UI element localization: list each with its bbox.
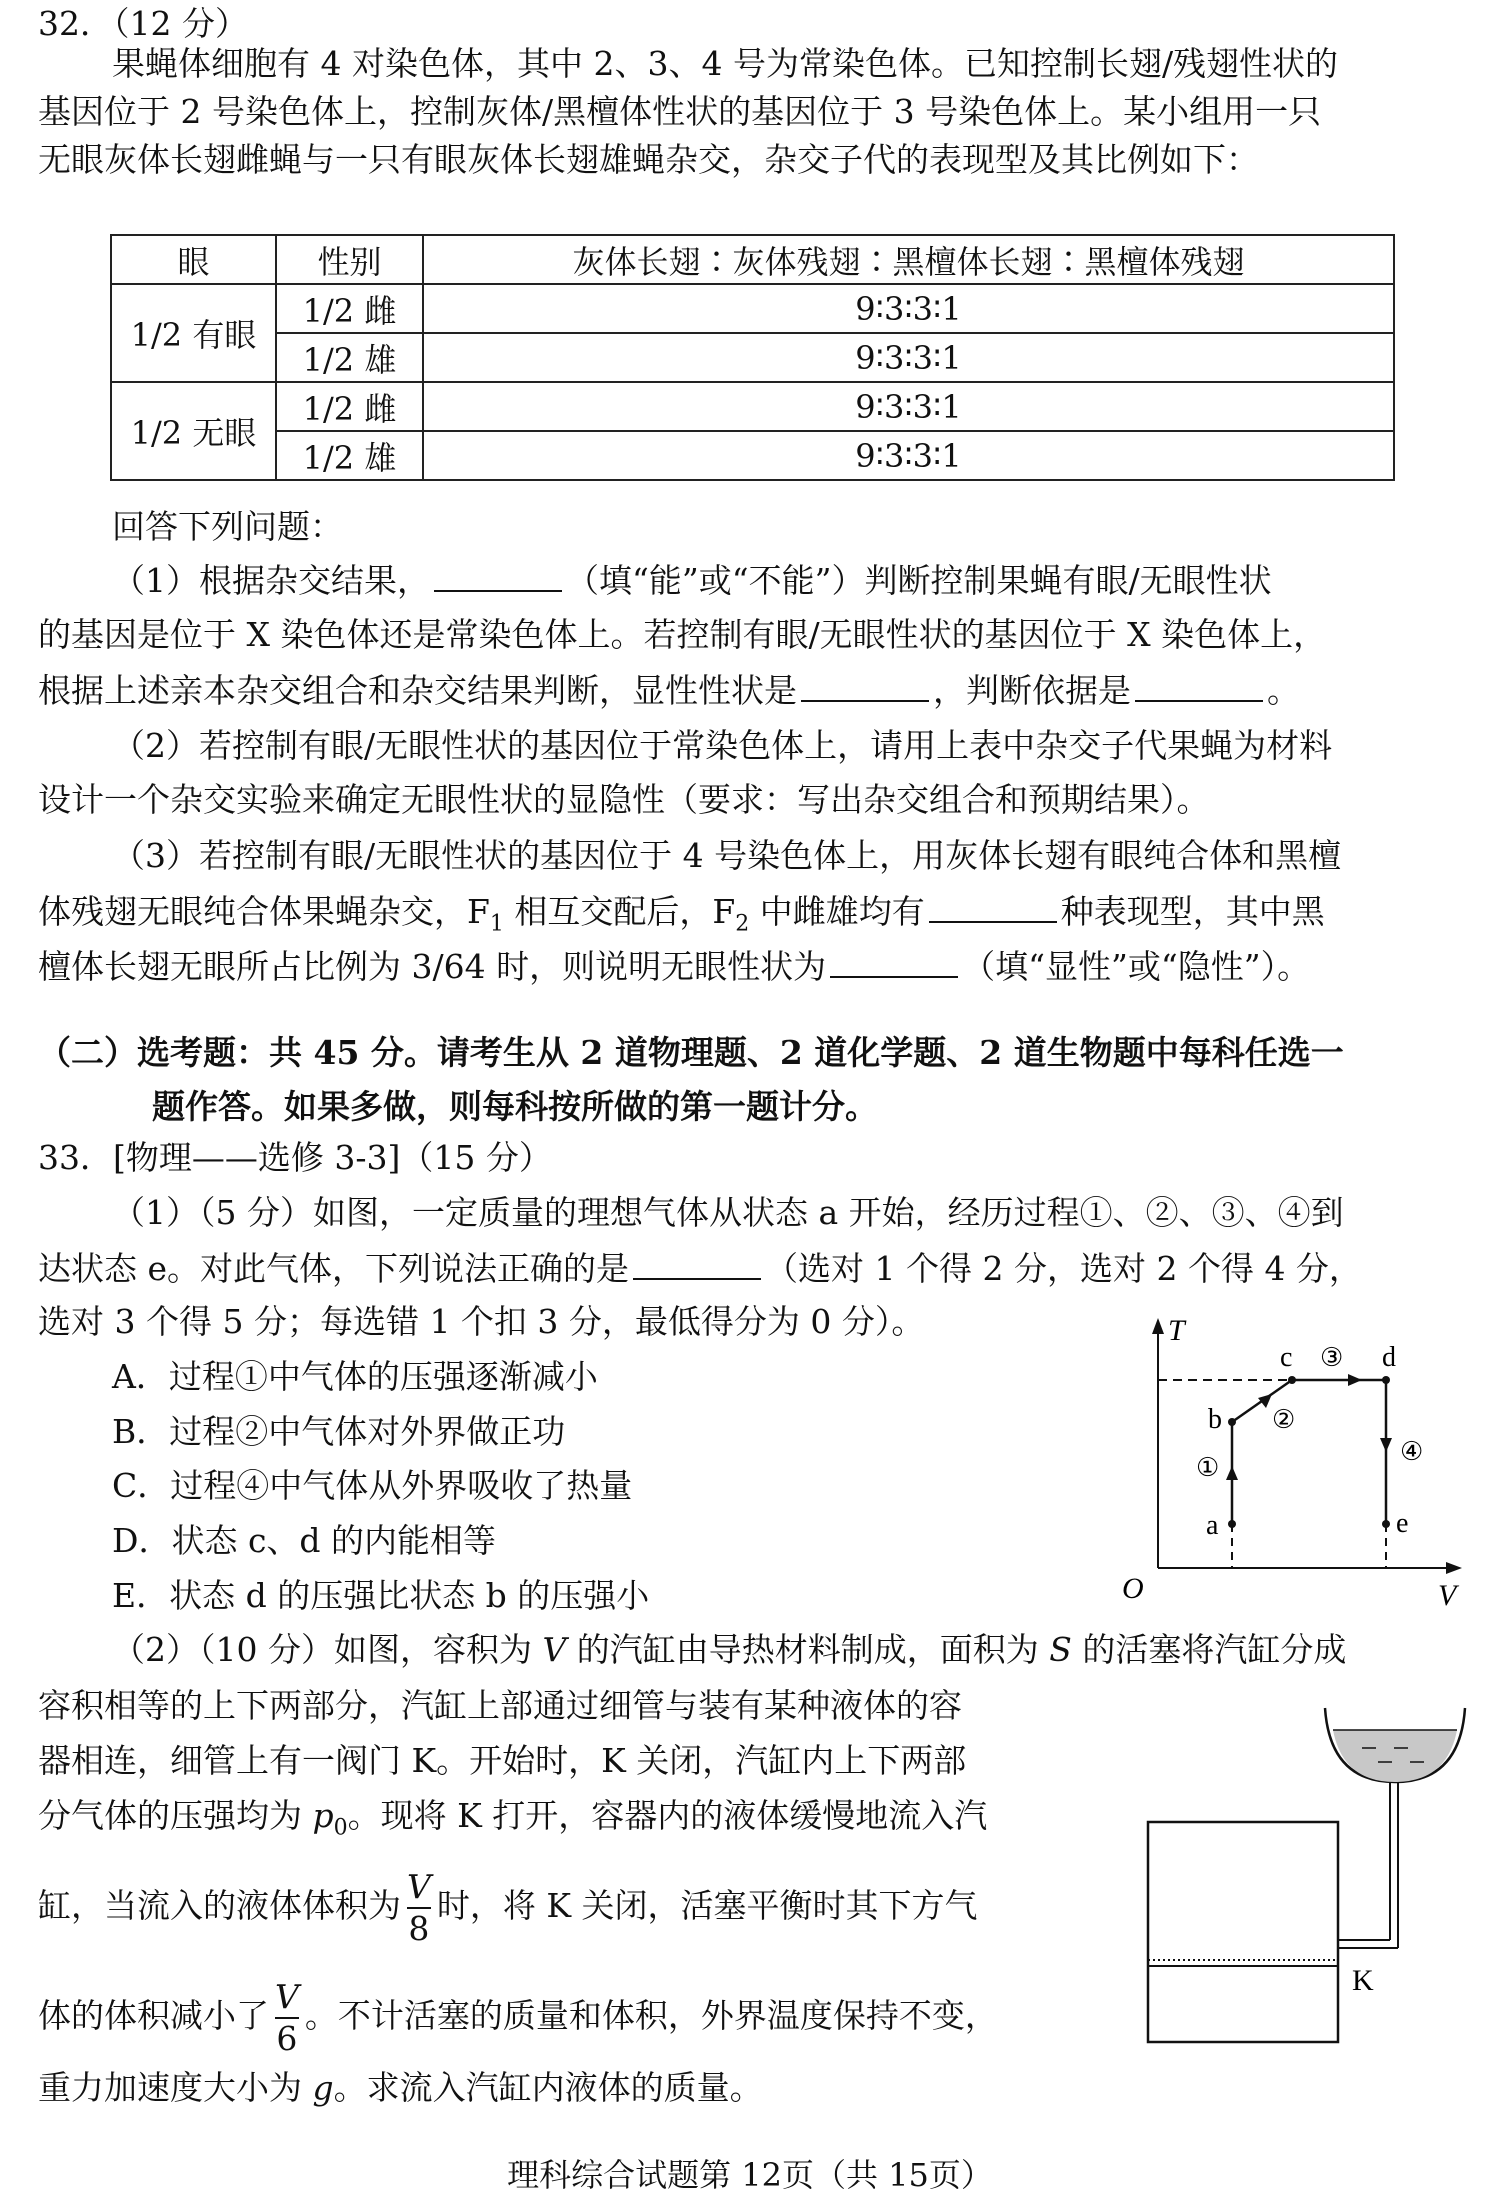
q32-part1-line2: 的基因是位于 X 染色体还是常染色体上。若控制有眼/无眼性状的基因位于 X 染色体上， [38,615,1327,654]
q33-p2-text-f1: 体的体积减小了 [38,1996,269,2035]
q33-p2-text-g2: 。求流入汽缸内液体的质量。 [333,2068,763,2107]
eye-cell: 1/2 无眼 [111,382,276,480]
cylinder-diagram [1140,1690,1480,2050]
process-2-label: ② [1272,1405,1296,1435]
point-a [1228,1520,1236,1528]
fraction-v-over-6 [275,1977,299,2059]
q33-p2-text-d2: 。现将 K 打开，容器内的液体缓慢地流入汽 [347,1796,988,1835]
answer-blank [929,891,1057,923]
answer-blank [801,670,929,702]
f1-subscript: 1 [489,911,504,937]
sex-cell: 1/2 雌 [276,284,423,333]
q32-part1-line3 [38,670,1300,711]
q32-p1-text-e: ，判断依据是 [933,671,1131,710]
q32-p1-text-a: （1）根据杂交结果， [112,561,430,600]
point-e [1382,1520,1390,1528]
process-4-label: ④ [1400,1437,1424,1467]
q32-p3-text-c2: （填“显性”或“隐性”）。 [962,947,1311,986]
q32-intro-line1: 果蝇体细胞有 4 对染色体，其中 2、3、4 号为常染色体。已知控制长翅/残翅性状的 [112,44,1339,83]
q32-p3-text-b2: 相互交配后，F [503,892,736,931]
header-sex: 性别 [276,235,423,284]
table-header-row [111,235,1394,284]
q32-p3-text-b4: 种表现型，其中黑 [1060,892,1325,931]
table-row [111,382,1394,431]
q32-p3-text-b1: 体残翅无眼纯合体果蝇杂交，F [38,892,490,931]
q32-intro-line3: 无眼灰体长翅雌蝇与一只有眼灰体长翅雄蝇杂交，杂交子代的表现型及其比例如下： [38,140,1259,179]
q33-p1-text-b2: （选对 1 个得 2 分，选对 2 个得 4 分， [765,1249,1362,1288]
gravity-symbol: g [312,2068,334,2107]
f2-subscript: 2 [735,911,750,937]
process-3-arrow [1348,1374,1362,1386]
ratio-cell: 9∶3∶3∶1 [423,284,1394,333]
point-b-label: b [1208,1404,1222,1435]
tv-diagram [1100,1310,1480,1610]
point-d [1382,1376,1390,1384]
cylinder [1148,1822,1338,2042]
eye-cell: 1/2 有眼 [111,284,276,382]
ratio-cell: 9∶3∶3∶1 [423,333,1394,382]
ratio-cell: 9∶3∶3∶1 [423,382,1394,431]
answer-blank [633,1248,761,1280]
q33-p2-text-f2: 。不计活塞的质量和体积，外界温度保持不变， [304,1996,998,2035]
option-c: C．过程④中气体从外界吸收了热量 [112,1466,633,1505]
q33-p2-text-a3: 的活塞将汽缸分成 [1071,1630,1347,1669]
q33-part1-line1: （1）（5 分）如图，一定质量的理想气体从状态 a 开始，经历过程①、②、③、④到 [112,1193,1344,1232]
origin-label: O [1122,1572,1144,1605]
q32-intro-line2: 基因位于 2 号染色体上，控制灰体/黑檀体性状的基因位于 3 号染色体上。某小组用一只 [38,92,1322,131]
q32-part2-line2: 设计一个杂交实验来确定无眼性状的显隐性（要求：写出杂交组合和预期结果）。 [38,780,1210,819]
point-d-label: d [1382,1342,1396,1373]
q32-p3-text-c1: 檀体长翅无眼所占比例为 3/64 时，则说明无眼性状为 [38,947,827,986]
q33-part2-line3: 器相连，细管上有一阀门 K。开始时，K 关闭，汽缸内上下两部 [38,1741,967,1780]
q33-part1-line2 [38,1248,1362,1289]
fraction-denominator: 6 [276,2019,298,2058]
table-row [111,333,1394,382]
v-axis-arrow [1446,1562,1462,1574]
point-e-label: e [1396,1508,1409,1539]
fraction-v-over-8 [407,1867,431,1949]
option-e: E．状态 d 的压强比状态 b 的压强小 [112,1576,650,1615]
point-c-label: c [1280,1342,1293,1373]
q32-part2-line1: （2）若控制有眼/无眼性状的基因位于常染色体上，请用上表中杂交子代果蝇为材料 [112,726,1333,765]
sex-cell: 1/2 雄 [276,431,423,480]
header-eye: 眼 [111,235,276,284]
q33-p2-text-e2: 时，将 K 关闭，活塞平衡时其下方气 [436,1886,978,1925]
process-3-label: ③ [1320,1343,1344,1373]
answer-blank [1135,670,1263,702]
header-phenotype-ratio: 灰体长翅∶灰体残翅∶黑檀体长翅∶黑檀体残翅 [423,235,1394,284]
q33-part2-line6 [38,1972,998,2060]
pressure-subscript: 0 [333,1815,348,1841]
q32-header: 32．（12 分） [38,4,248,43]
sex-cell: 1/2 雌 [276,382,423,431]
area-symbol: S [1049,1630,1072,1669]
q32-part3-line2 [38,891,1325,945]
q32-p1-text-f: 。 [1267,671,1300,710]
ratio-cell: 9∶3∶3∶1 [423,431,1394,480]
q33-part2-line7 [38,2068,763,2108]
fraction-numerator: V [275,1977,299,2019]
q33-p2-text-a2: 的汽缸由导热材料制成，面积为 [566,1630,1050,1669]
fraction-denominator: 8 [408,1909,430,1948]
volume-symbol: V [542,1630,567,1669]
q33-p2-text-a1: （2）（10 分）如图，容积为 [112,1630,543,1669]
q32-p3-text-b3: 中雌雄均有 [749,892,925,931]
option-a: A．过程①中气体的压强逐渐减小 [112,1357,598,1396]
point-c [1288,1376,1296,1384]
process-1-label: ① [1196,1453,1220,1483]
page-footer: 理科综合试题第 12页（共 15页） [507,2156,993,2194]
valve-label: K [1352,1964,1374,1997]
q33-part2-line5 [38,1862,977,1950]
option-d: D．状态 c、d 的内能相等 [112,1521,497,1560]
q33-part2-line2: 容积相等的上下两部分，汽缸上部通过细管与装有某种液体的容 [38,1686,962,1725]
table-row [111,431,1394,480]
t-axis-arrow [1152,1318,1164,1334]
q32-p1-text-b: （填“能”或“不能”）判断控制果蝇有眼/无眼性状 [566,561,1272,600]
liquid-fill [1333,1730,1457,1782]
process-4-arrow [1380,1438,1392,1452]
table-row [111,284,1394,333]
section2-line2: 题作答。如果多做，则每科按所做的第一题计分。 [152,1087,878,1126]
answer-blank [830,946,958,978]
fraction-numerator: V [407,1867,431,1909]
q33-p2-text-g1: 重力加速度大小为 [38,2068,313,2107]
sex-cell: 1/2 雄 [276,333,423,382]
point-b [1228,1418,1236,1426]
q33-p2-text-e1: 缸，当流入的液体体积为 [38,1886,401,1925]
option-b: B．过程②中气体对外界做正功 [112,1412,566,1451]
q33-p1-text-b1: 达状态 e。对此气体，下列说法正确的是 [38,1249,630,1288]
section2-line1: （二）选考题：共 45 分。请考生从 2 道物理题、2 道化学题、2 道生物题中每科任选一 [38,1033,1344,1072]
q33-part2-line4 [38,1796,987,1849]
q32-prompt: 回答下列问题： [112,507,343,546]
results-table [110,234,1395,481]
q32-part1-line1 [112,560,1272,601]
process-1-arrow [1226,1466,1238,1480]
q33-part1-line3: 选对 3 个得 5 分；每选错 1 个扣 3 分，最低得分为 0 分）。 [38,1302,925,1341]
pressure-symbol: p [312,1796,334,1835]
q32-p1-text-d: 根据上述亲本杂交组合和杂交结果判断，显性性状是 [38,671,797,710]
v-axis-label: V [1438,1579,1457,1610]
answer-blank [434,560,562,592]
q32-part3-line1: （3）若控制有眼/无眼性状的基因位于 4 号染色体上，用灰体长翅有眼纯合体和黑檀 [112,836,1342,875]
t-axis-label: T [1168,1314,1185,1347]
q33-header: 33．[物理——选修 3-3]（15 分） [38,1138,552,1177]
q33-p2-text-d1: 分气体的压强均为 [38,1796,313,1835]
q32-part3-line3 [38,946,1310,987]
q33-part2-line1 [112,1630,1346,1670]
point-a-label: a [1206,1510,1219,1541]
